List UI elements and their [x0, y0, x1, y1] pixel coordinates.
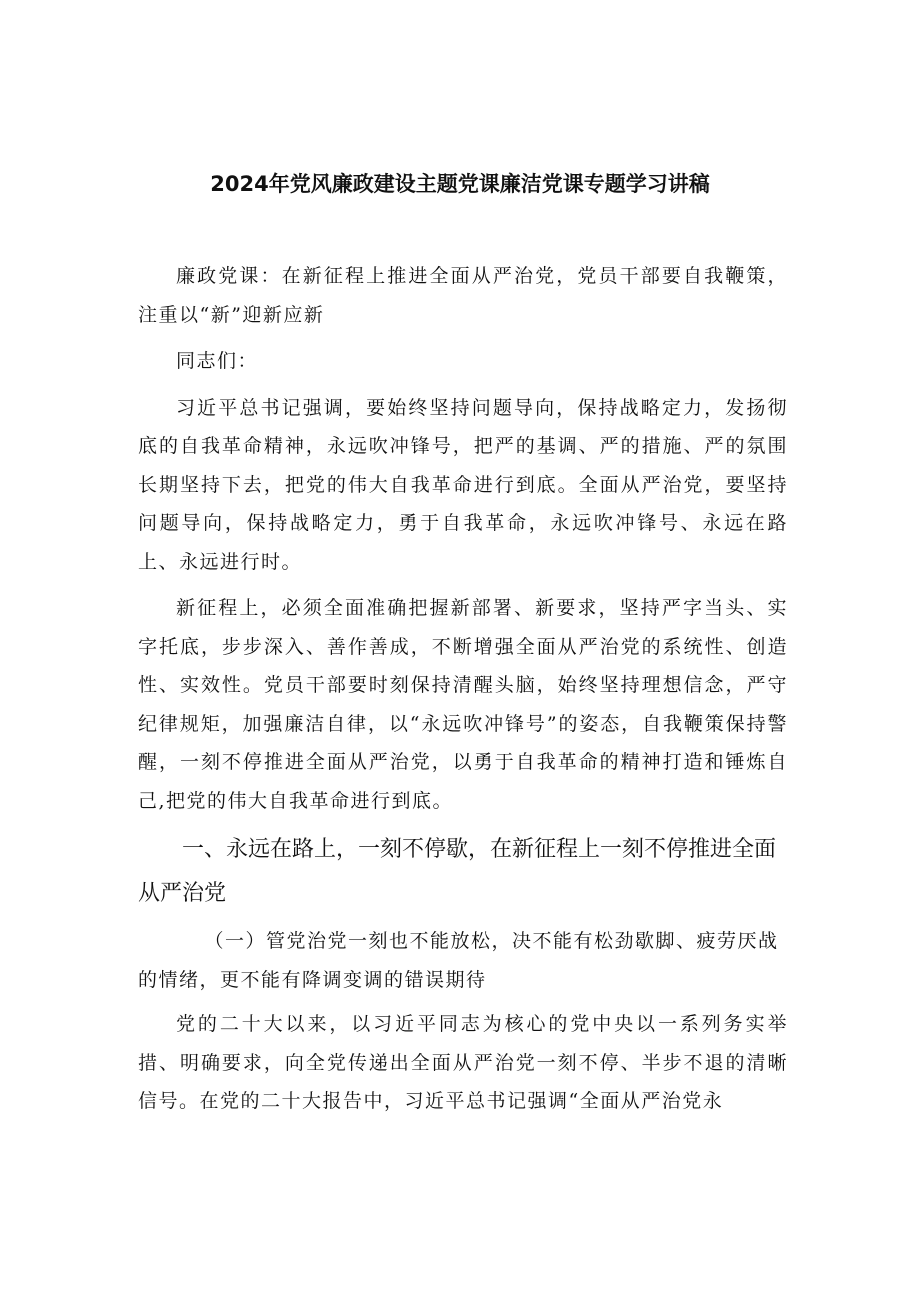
document-title: 2024年党风廉政建设主题党课廉洁党课专题学习讲稿: [210, 172, 710, 196]
body-paragraph-1: 习近平总书记强调，要始终坚持问题导向，保持战略定力，发扬彻底的自我革命精神，永远吹冲锋号，把严的基调、严的措施、严的氛围长期坚持下去，把党的伟大自我革命进行到底。全面从严治党，要坚持问题导向，保持战略定力，勇于自我革命，永远吹冲锋号、永远在路上、永远进行时。: [138, 396, 788, 573]
body-paragraph-3: 党的二十大以来，以习近平同志为核心的党中央以一系列务实举措、明确要求，向全党传递出全面从严治党一刻不停、半步不退的清晰信号。在党的二十大报告中，习近平总书记强调“全面从严治党永: [138, 1013, 788, 1112]
salutation: 同志们：: [176, 350, 259, 372]
body-paragraph-2: 新征程上，必须全面准确把握新部署、新要求，坚持严字当头、实字托底，步步深入、善作善成，不断增强全面从严治党的系统性、创造性、实效性。党员干部要时刻保持清醒头脑，始终坚持理想信念，严守纪律规矩，加强廉洁自律，以“永远吹冲锋号”的姿态，自我鞭策保持警醒，一刻不停推进全面从严治党，以勇于自我革命的精神打造和锤炼自己,把党的伟大自我革命进行到底。: [138, 597, 788, 812]
document-body: [138, 257, 788, 1129]
section-heading-1: 一、永远在路上，一刻不停歇，在新征程上一刻不停推进全面从严治党: [138, 837, 777, 906]
subsection-heading-1-1: （一）管党治党一刻也不能放松，决不能有松劲歇脚、疲劳厌战的情绪，更不能有降调变调的错误期待: [138, 930, 779, 991]
subtitle-paragraph: 廉政党课：在新征程上推进全面从严治党，党员干部要自我鞭策，注重以“新”迎新应新: [138, 265, 788, 326]
